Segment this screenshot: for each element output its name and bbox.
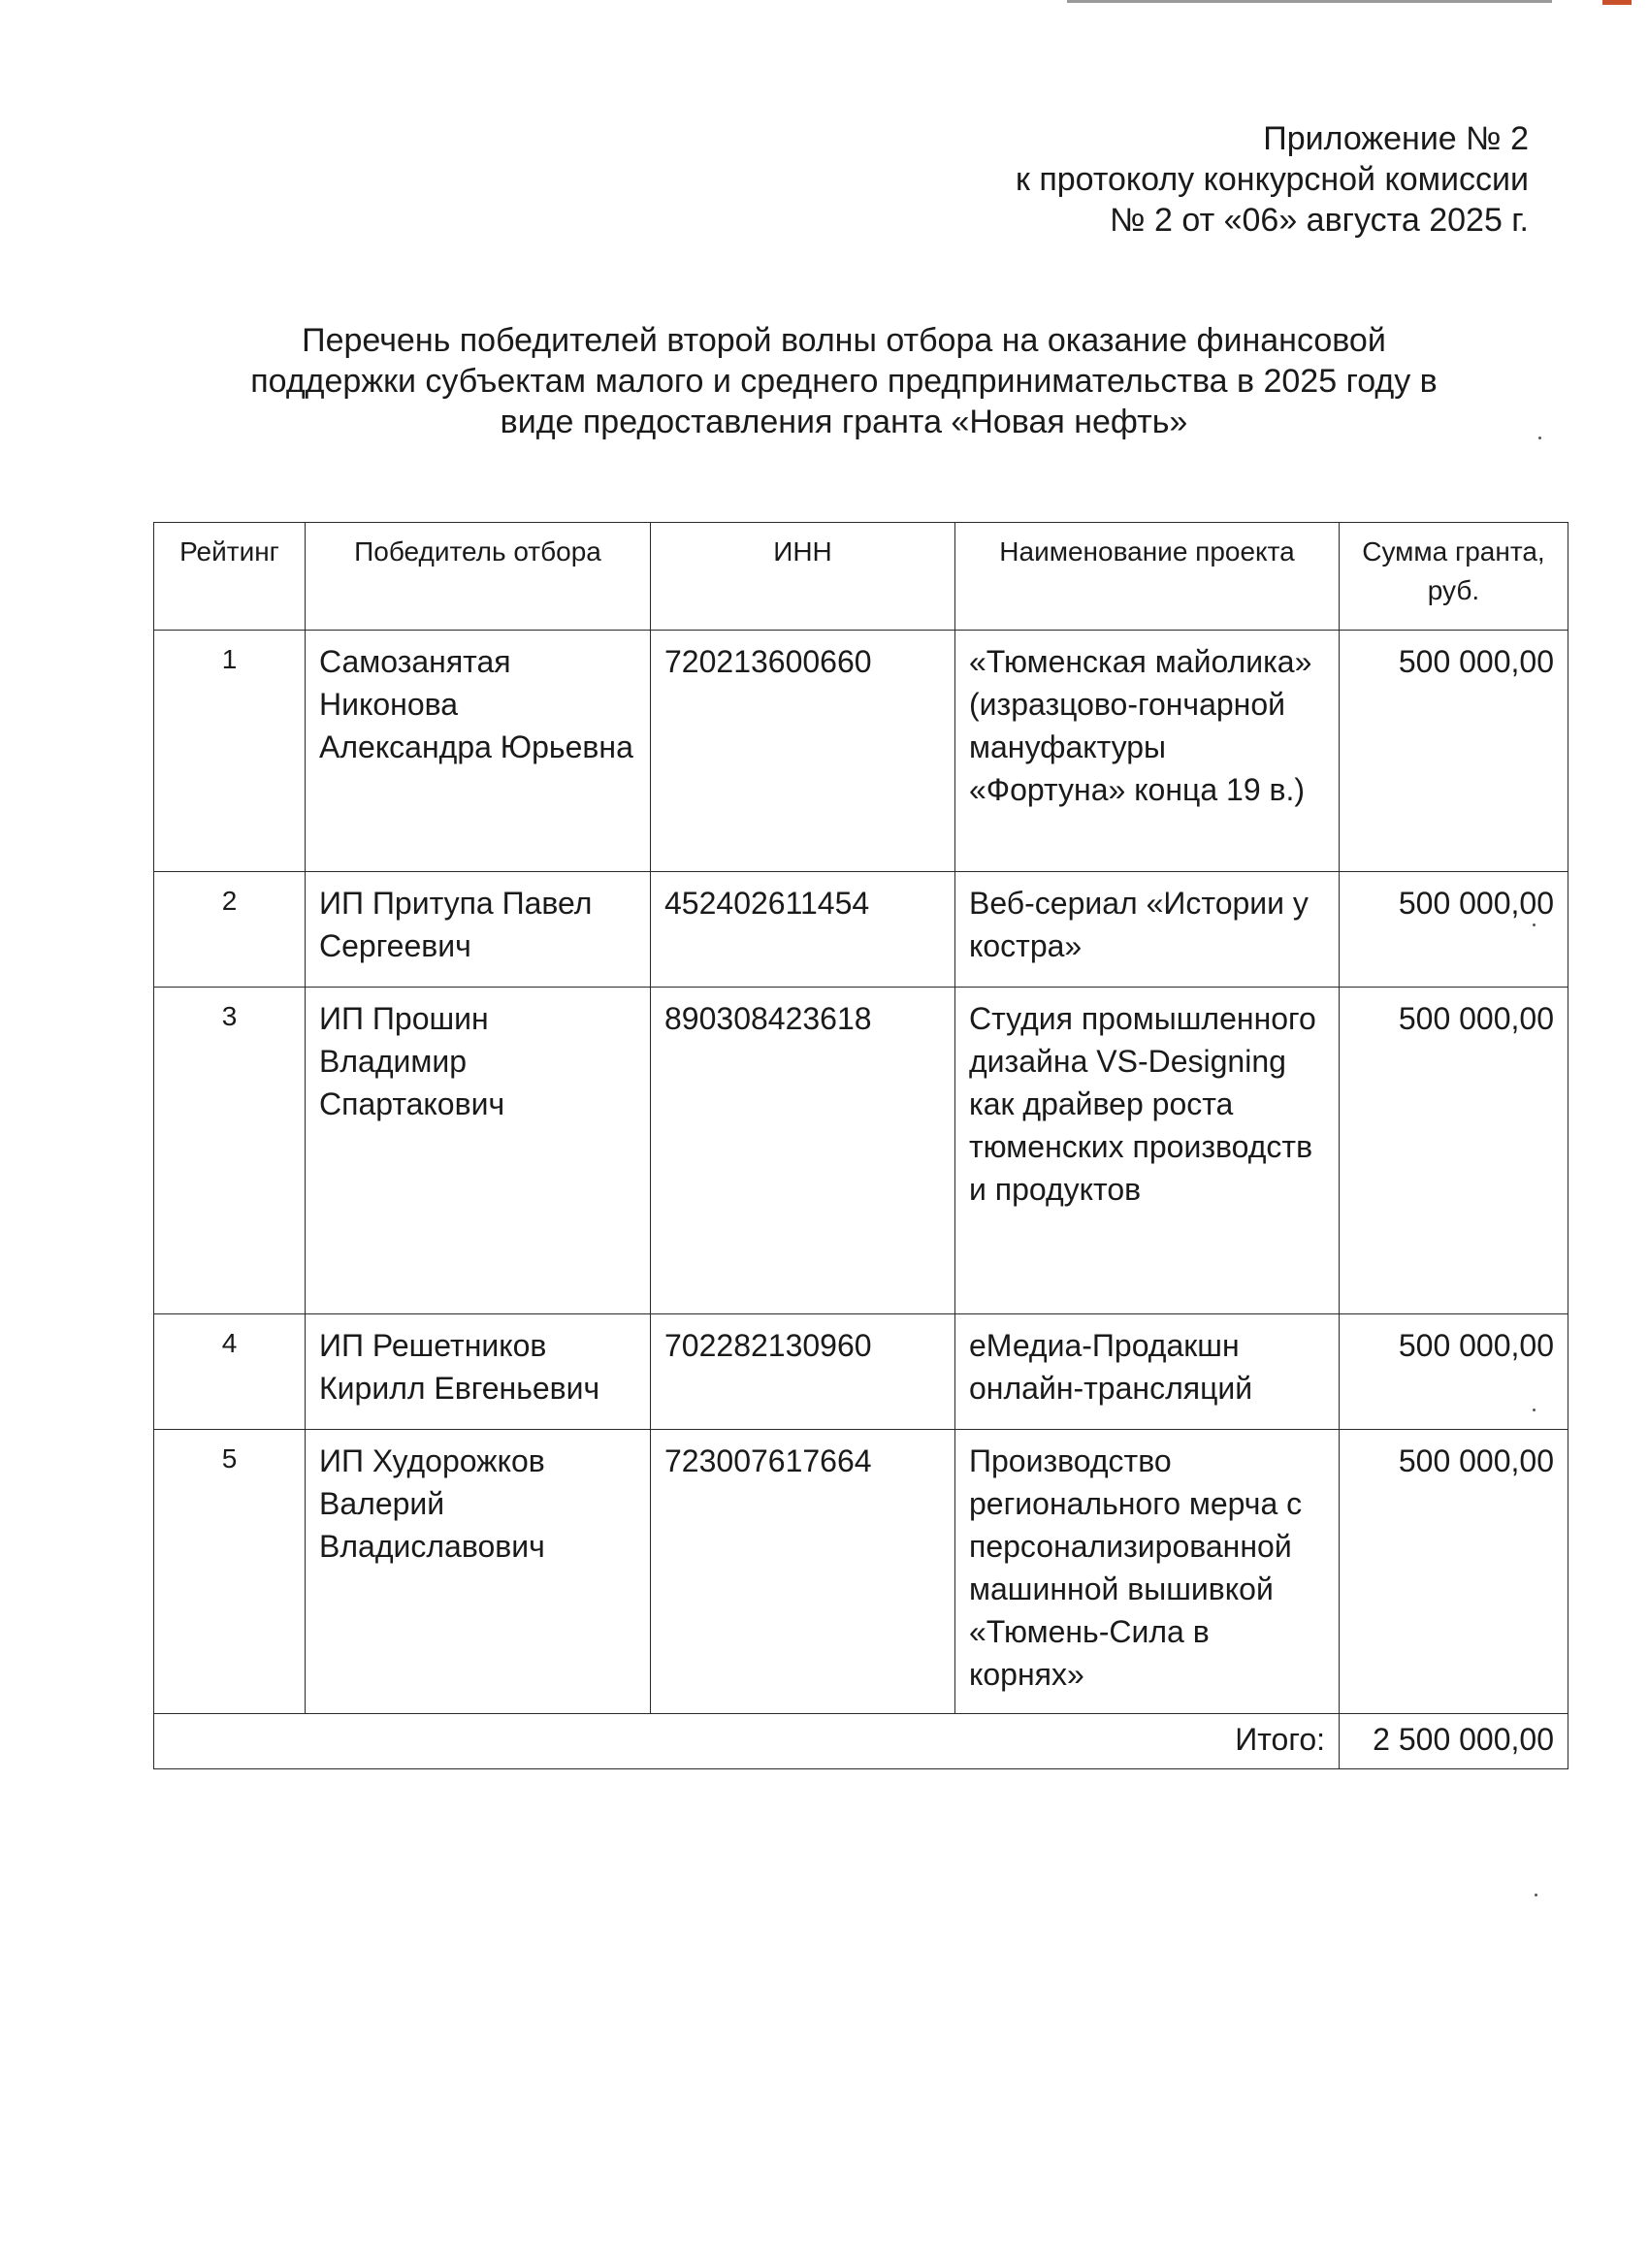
cell-inn: 702282130960 bbox=[651, 1314, 955, 1430]
cell-winner: ИП Худорожков Валерий Владиславович bbox=[306, 1430, 651, 1714]
table-row bbox=[154, 1430, 1568, 1714]
cell-inn: 723007617664 bbox=[651, 1430, 955, 1714]
table-row bbox=[154, 1314, 1568, 1430]
header-project: Наименование проекта bbox=[955, 523, 1340, 631]
cell-amount: 500 000,00 bbox=[1340, 1314, 1568, 1430]
cell-winner: Самозанятая Никонова Александра Юрьевна bbox=[306, 631, 651, 872]
cell-inn: 720213600660 bbox=[651, 631, 955, 872]
table-header-row bbox=[154, 523, 1568, 631]
appendix-line-3: № 2 от «06» августа 2025 г. bbox=[1110, 202, 1529, 239]
cell-inn: 452402611454 bbox=[651, 872, 955, 988]
cell-amount: 500 000,00 bbox=[1340, 988, 1568, 1314]
title-line-3: виде предоставления гранта «Новая нефть» bbox=[500, 404, 1188, 440]
winners-table bbox=[153, 522, 1568, 1769]
title-line-1: Перечень победителей второй волны отбора на оказание финансовой bbox=[302, 322, 1386, 359]
scan-edge-mark bbox=[1067, 0, 1552, 3]
document-title bbox=[213, 320, 1474, 442]
cell-project: еМедиа-Продакшн онлайн-трансляций bbox=[955, 1314, 1340, 1430]
table-row bbox=[154, 988, 1568, 1314]
cell-winner: ИП Решетников Кирилл Евгеньевич bbox=[306, 1314, 651, 1430]
header-amount: Сумма гранта, руб. bbox=[1340, 523, 1568, 631]
cell-amount: 500 000,00 bbox=[1340, 872, 1568, 988]
cell-rank: 2 bbox=[154, 872, 306, 988]
cell-amount: 500 000,00 bbox=[1340, 631, 1568, 872]
title-line-2: поддержки субъектам малого и среднего предпринимательства в 2025 году в bbox=[250, 363, 1438, 400]
appendix-line-2: к протоколу конкурсной комиссии bbox=[1016, 161, 1529, 198]
cell-winner: ИП Притупа Павел Сергеевич bbox=[306, 872, 651, 988]
total-row bbox=[154, 1714, 1568, 1769]
scan-speck bbox=[1533, 1409, 1536, 1411]
table-row bbox=[154, 631, 1568, 872]
cell-inn: 890308423618 bbox=[651, 988, 955, 1314]
cell-winner: ИП Прошин Владимир Спартакович bbox=[306, 988, 651, 1314]
cell-project: Студия промышленного дизайна VS-Designing как драйвер роста тюменских производств и продуктов bbox=[955, 988, 1340, 1314]
appendix-header bbox=[1016, 118, 1529, 241]
scan-speck bbox=[1538, 437, 1541, 439]
total-value: 2 500 000,00 bbox=[1340, 1714, 1568, 1769]
cell-rank: 5 bbox=[154, 1430, 306, 1714]
header-rank: Рейтинг bbox=[154, 523, 306, 631]
header-inn: ИНН bbox=[651, 523, 955, 631]
cell-project: Производство регионального мерча с персонализированной машинной вышивкой «Тюмень-Сила в корнях» bbox=[955, 1430, 1340, 1714]
scan-edge-mark-orange bbox=[1602, 0, 1632, 5]
appendix-line-1: Приложение № 2 bbox=[1263, 120, 1529, 157]
scan-speck bbox=[1533, 923, 1536, 926]
cell-project: Веб-сериал «Истории у костра» bbox=[955, 872, 1340, 988]
scan-speck bbox=[1535, 1894, 1537, 1896]
total-label: Итого: bbox=[154, 1714, 1340, 1769]
cell-rank: 4 bbox=[154, 1314, 306, 1430]
header-winner: Победитель отбора bbox=[306, 523, 651, 631]
cell-rank: 1 bbox=[154, 631, 306, 872]
cell-rank: 3 bbox=[154, 988, 306, 1314]
cell-project: «Тюменская майолика» (изразцово-гончарной мануфактуры «Фортуна» конца 19 в.) bbox=[955, 631, 1340, 872]
cell-amount: 500 000,00 bbox=[1340, 1430, 1568, 1714]
table-row bbox=[154, 872, 1568, 988]
